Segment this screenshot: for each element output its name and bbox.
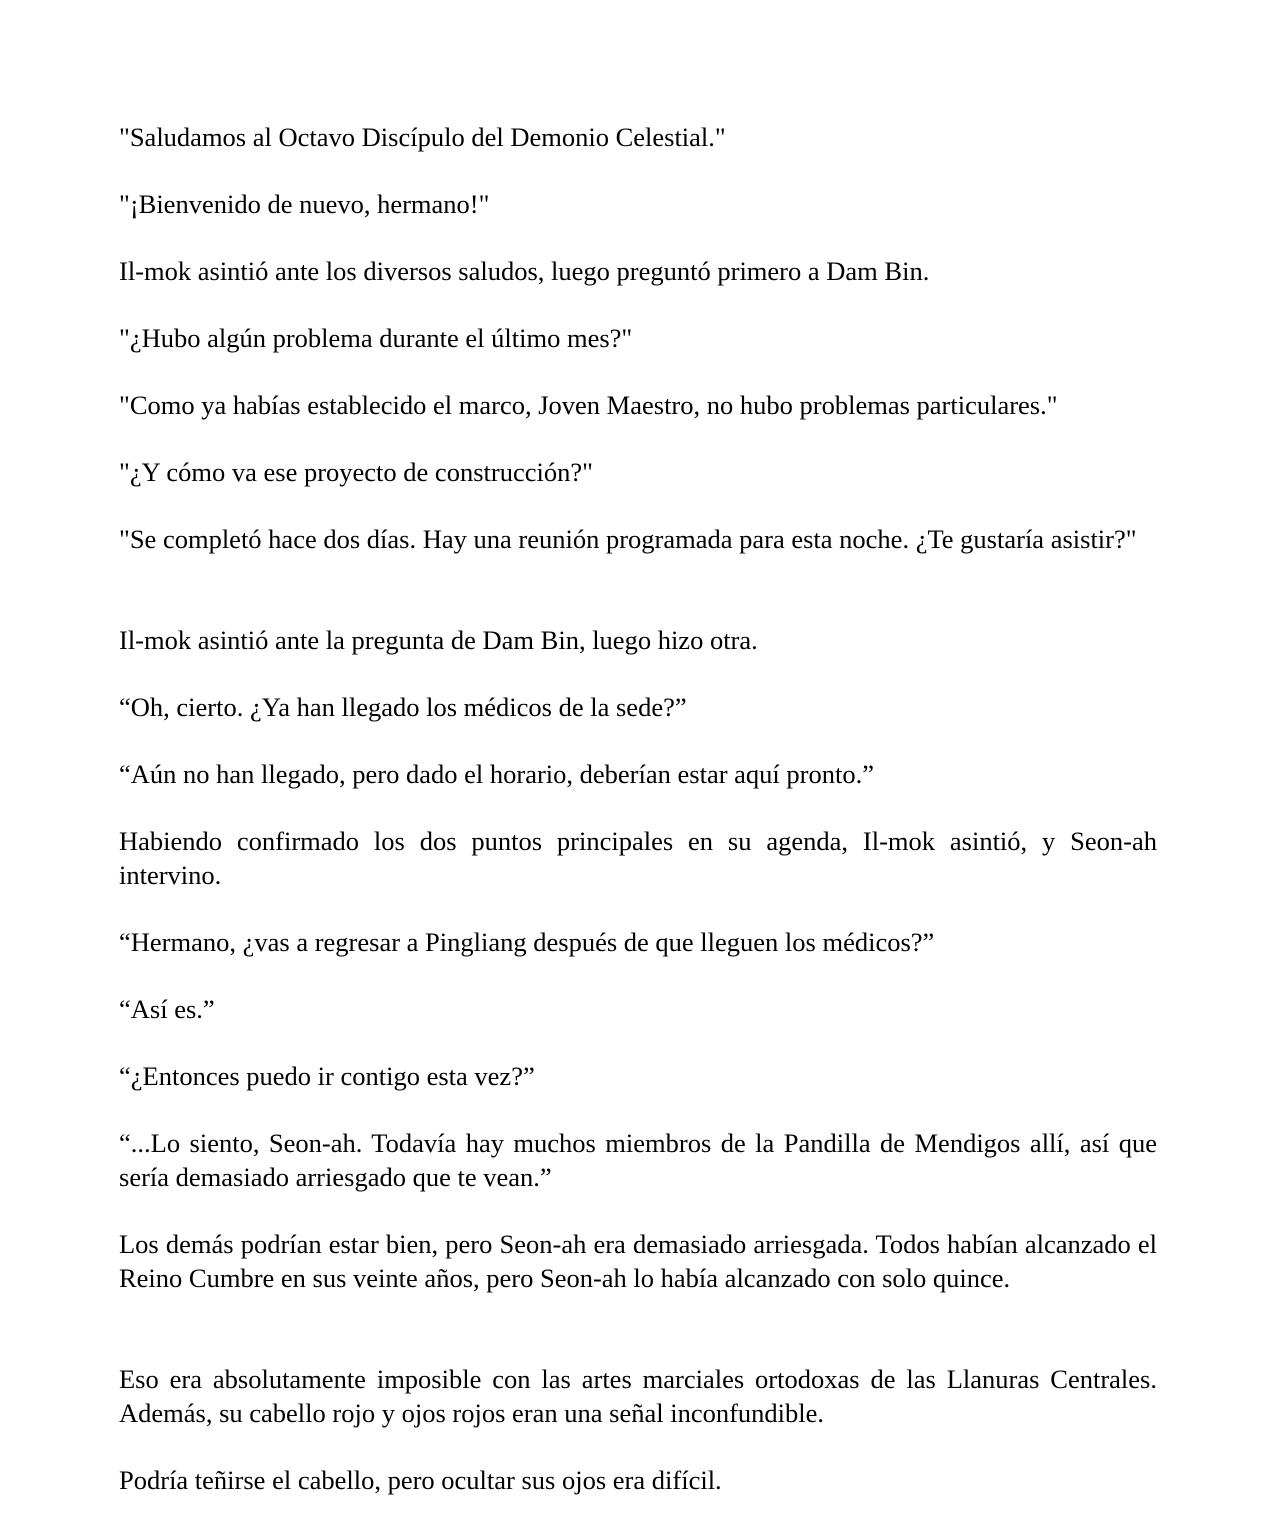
paragraph-6: "¿Y cómo va ese proyecto de construcción?"	[119, 457, 593, 487]
paragraph-2: "¡Bienvenido de nuevo, hermano!"	[119, 189, 490, 219]
paragraph-12: “Hermano, ¿vas a regresar a Pingliang después de que lleguen los médicos?”	[119, 927, 935, 957]
paragraph-15: “...Lo siento, Seon-ah. Todavía hay muchos miembros de la Pandilla de Mendigos allí, así que sería demasiado arriesgado que te vean.”	[119, 1128, 1157, 1192]
paragraph-7: "Se completó hace dos días. Hay una reunión programada para esta noche. ¿Te gustaría asistir?"	[119, 524, 1137, 554]
paragraph-1: "Saludamos al Octavo Discípulo del Demonio Celestial."	[119, 122, 726, 152]
paragraph-13: “Así es.”	[119, 994, 215, 1024]
paragraph-10: “Aún no han llegado, pero dado el horario, deberían estar aquí pronto.”	[119, 759, 874, 789]
paragraph-5: "Como ya habías establecido el marco, Joven Maestro, no hubo problemas particulares."	[119, 390, 1058, 420]
paragraph-4: "¿Hubo algún problema durante el último mes?"	[119, 323, 633, 353]
paragraph-8: Il-mok asintió ante la pregunta de Dam Bin, luego hizo otra.	[119, 625, 758, 655]
paragraph-11: Habiendo confirmado los dos puntos principales en su agenda, Il-mok asintió, y Seon-ah intervino.	[119, 826, 1157, 890]
paragraph-18: Podría teñirse el cabello, pero ocultar sus ojos era difícil.	[119, 1465, 722, 1495]
paragraph-17: Eso era absolutamente imposible con las artes marciales ortodoxas de las Llanuras Centrales. Además, su cabello rojo y ojos rojos eran una señal inconfundible.	[119, 1364, 1157, 1428]
document-page	[119, 0, 1157, 1515]
paragraph-14: “¿Entonces puedo ir contigo esta vez?”	[119, 1061, 535, 1091]
paragraph-16: Los demás podrían estar bien, pero Seon-ah era demasiado arriesgada. Todos habían alcanzado el Reino Cumbre en sus veinte años, pero Seon-ah lo había alcanzado con solo quince.	[119, 1229, 1157, 1293]
paragraph-3: Il-mok asintió ante los diversos saludos, luego preguntó primero a Dam Bin.	[119, 256, 930, 286]
paragraph-9: “Oh, cierto. ¿Ya han llegado los médicos de la sede?”	[119, 692, 687, 722]
